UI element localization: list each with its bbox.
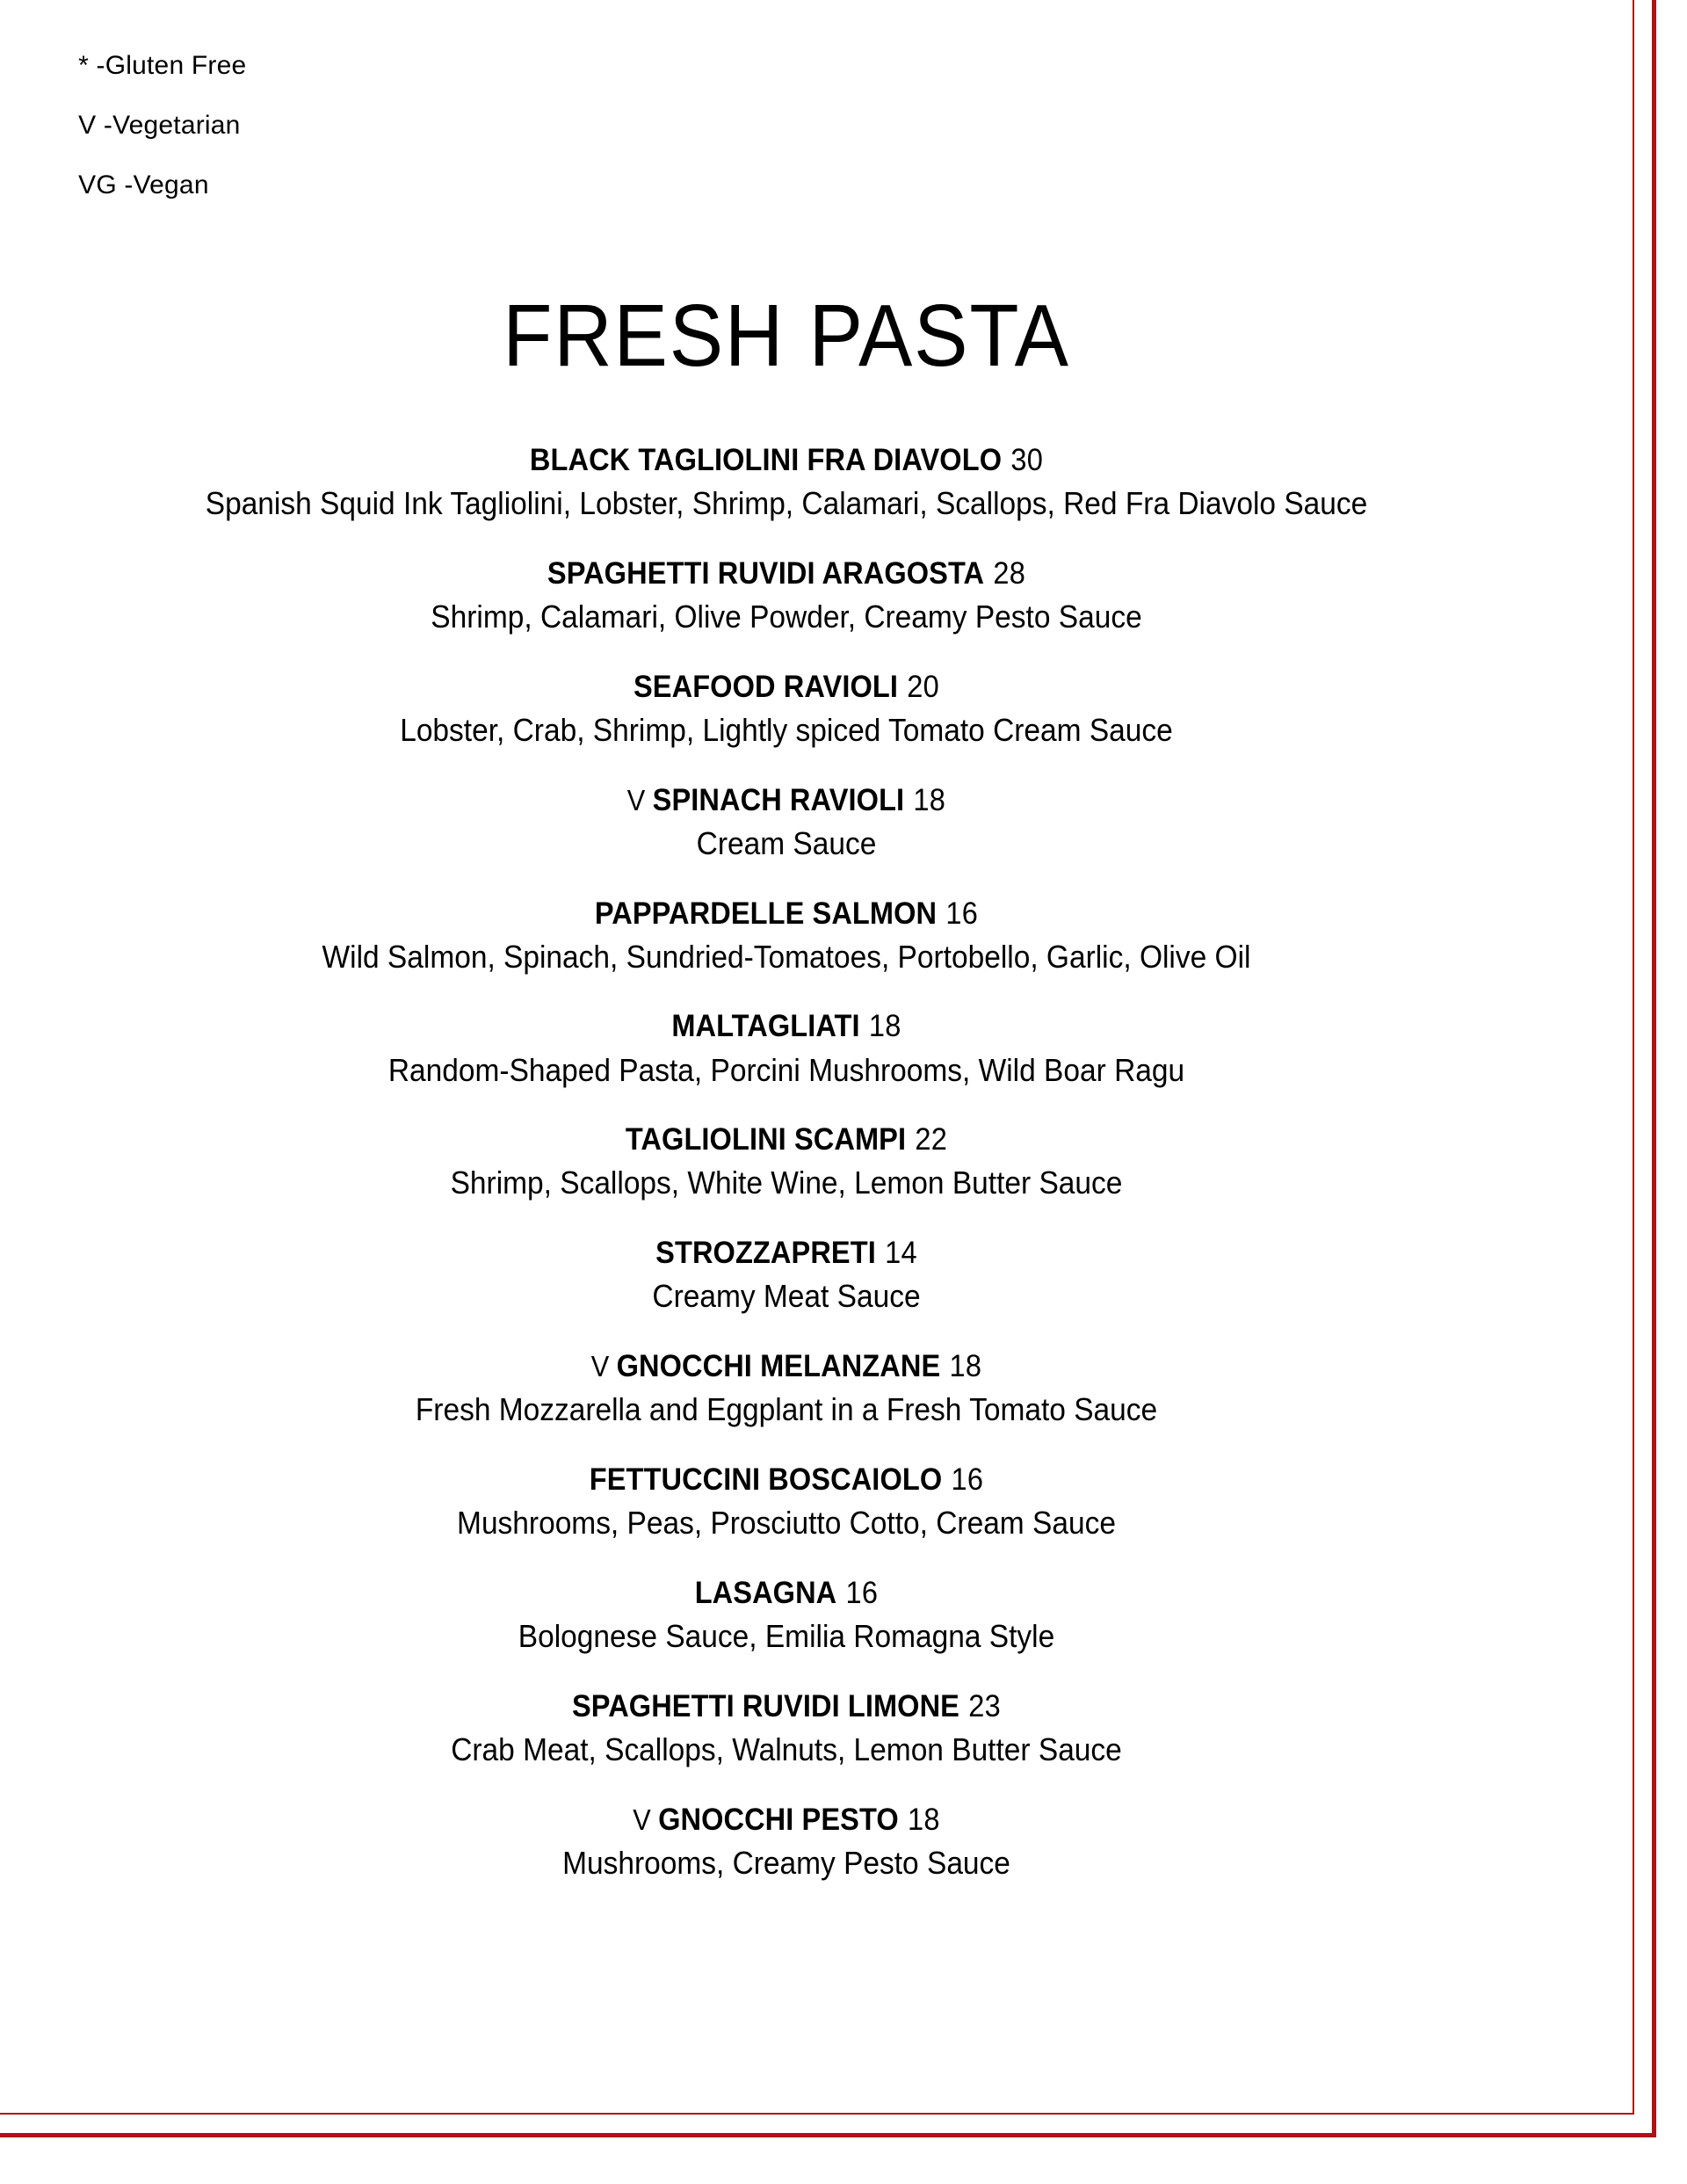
menu-item-name: GNOCCHI PESTO xyxy=(658,1802,899,1837)
menu-item-price: 20 xyxy=(907,669,939,704)
menu-item-description: Random-Shaped Pasta, Porcini Mushrooms, Wild Boar Ragu xyxy=(387,1051,1185,1088)
menu-item-description: Crab Meat, Scallops, Walnuts, Lemon Butter Sauce xyxy=(451,1731,1122,1767)
menu-item-name: GNOCCHI MELANZANE xyxy=(616,1349,941,1384)
menu-item-description: Bolognese Sauce, Emilia Romagna Style xyxy=(518,1618,1055,1654)
menu-item xyxy=(0,1234,1573,1317)
menu-item xyxy=(0,895,1573,978)
menu-item-headline xyxy=(55,1461,1518,1499)
menu-item xyxy=(0,1574,1573,1658)
menu-item-headline xyxy=(55,441,1518,480)
menu-item-description: Creamy Meat Sauce xyxy=(652,1278,921,1315)
menu-item xyxy=(0,555,1573,638)
menu-item-headline xyxy=(55,781,1518,820)
diet-tag: V xyxy=(626,783,646,816)
menu-item-list xyxy=(0,441,1573,1884)
menu-item-headline xyxy=(55,1801,1518,1839)
menu-item xyxy=(0,1007,1573,1091)
menu-item-description: Spanish Squid Ink Tagliolini, Lobster, Shrimp, Calamari, Scallops, Red Fra Diavolo Sauce xyxy=(205,485,1368,522)
menu-item-name: LASAGNA xyxy=(694,1575,837,1610)
menu-item-price: 16 xyxy=(951,1462,984,1498)
menu-item-headline xyxy=(55,1687,1518,1726)
dietary-legend xyxy=(0,0,1573,230)
menu-item xyxy=(0,1347,1573,1431)
menu-item-price: 14 xyxy=(885,1236,917,1271)
menu-item-price: 18 xyxy=(913,782,946,817)
menu-item-name: STROZZAPRETI xyxy=(655,1236,876,1271)
menu-item-price: 23 xyxy=(968,1688,1001,1723)
menu-item-name: FETTUCCINI BOSCAIOLO xyxy=(589,1462,943,1498)
menu-item-description: Shrimp, Scallops, White Wine, Lemon Butter Sauce xyxy=(450,1165,1123,1201)
menu-item xyxy=(0,441,1573,525)
menu-item-name: BLACK TAGLIOLINI FRA DIAVOLO xyxy=(529,443,1003,477)
diet-tag: V xyxy=(633,1803,651,1836)
menu-item xyxy=(0,1687,1573,1771)
menu-item-description: Mushrooms, Creamy Pesto Sauce xyxy=(562,1844,1010,1881)
menu-item-headline xyxy=(55,555,1518,593)
menu-item-headline xyxy=(55,895,1518,933)
menu-item-headline xyxy=(55,668,1518,707)
menu-item-name: MALTAGLIATI xyxy=(671,1009,860,1044)
menu-item-name: SPAGHETTI RUVIDI ARAGOSTA xyxy=(547,555,985,591)
menu-item-name: TAGLIOLINI SCAMPI xyxy=(625,1122,907,1157)
menu-item-description: Shrimp, Calamari, Olive Powder, Creamy Pesto Sauce xyxy=(431,598,1142,635)
legend-vegetarian: V -Vegetarian xyxy=(78,111,241,140)
menu-item-price: 18 xyxy=(868,1009,901,1044)
diet-tag: V xyxy=(590,1350,610,1383)
menu-item-price: 28 xyxy=(993,555,1026,591)
menu-item-name: SEAFOOD RAVIOLI xyxy=(634,669,899,704)
menu-item-description: Mushrooms, Peas, Prosciutto Cotto, Cream Sauce xyxy=(457,1505,1116,1542)
menu-item-headline xyxy=(55,1234,1518,1273)
menu-item-headline xyxy=(55,1121,1518,1159)
menu-item-name: SPINACH RAVIOLI xyxy=(652,782,905,817)
menu-item-headline xyxy=(55,1347,1518,1386)
legend-vegan: VG -Vegan xyxy=(78,171,209,200)
legend-gluten-free: * -Gluten Free xyxy=(78,51,247,80)
menu-item-price: 16 xyxy=(945,896,979,931)
menu-item xyxy=(0,1461,1573,1544)
menu-item-headline xyxy=(55,1574,1518,1613)
menu-item-name: PAPPARDELLE SALMON xyxy=(594,896,938,931)
menu-item-description: Cream Sauce xyxy=(696,824,877,861)
menu-item xyxy=(0,781,1573,865)
menu-item xyxy=(0,668,1573,751)
menu-item-price: 18 xyxy=(949,1349,982,1384)
menu-item-description: Fresh Mozzarella and Eggplant in a Fresh Tomato Sauce xyxy=(415,1391,1158,1428)
menu-item-price: 30 xyxy=(1010,443,1044,477)
menu-item-description: Wild Salmon, Spinach, Sundried-Tomatoes, Portobello, Garlic, Olive Oil xyxy=(322,938,1251,975)
menu-item xyxy=(0,1121,1573,1204)
menu-item-price: 16 xyxy=(845,1575,879,1610)
menu-item-description: Lobster, Crab, Shrimp, Lightly spiced Tomato Cream Sauce xyxy=(400,711,1173,748)
page-title: FRESH PASTA xyxy=(503,287,1070,385)
menu-item xyxy=(0,1801,1573,1884)
menu-item-price: 22 xyxy=(915,1122,948,1157)
menu-item-name: SPAGHETTI RUVIDI LIMONE xyxy=(572,1688,959,1723)
menu-item-headline xyxy=(55,1007,1518,1046)
menu-item-price: 18 xyxy=(908,1802,940,1837)
